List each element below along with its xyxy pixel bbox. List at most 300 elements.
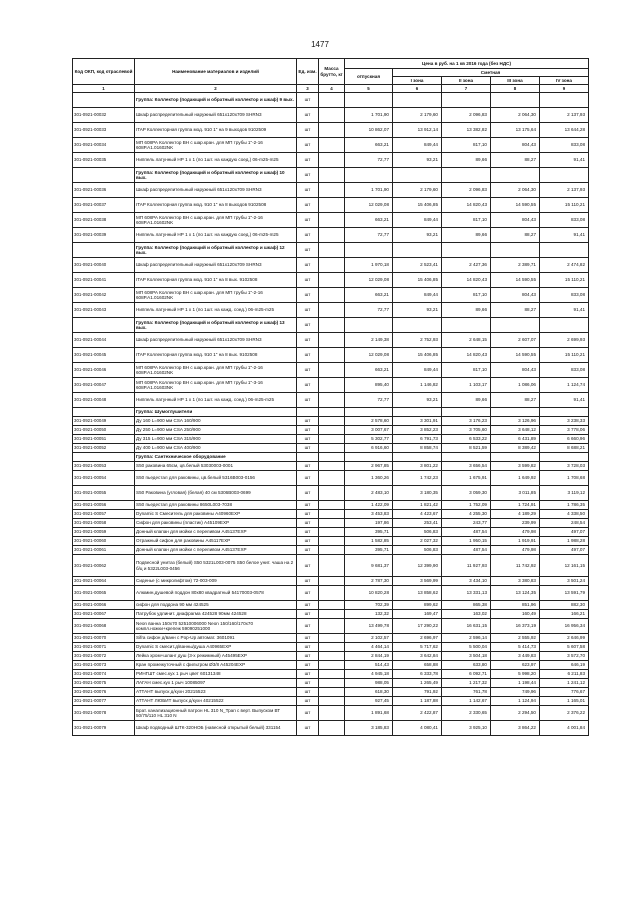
row-code [73, 243, 135, 258]
row-unit: шт [297, 679, 319, 688]
row-price-3: 817,10 [442, 213, 491, 228]
row-price-1: 72,77 [345, 228, 393, 243]
row-unit: шт [297, 168, 319, 183]
row-price-4: 4 189,29 [491, 510, 540, 519]
row-code: 301-0921-00051 [73, 435, 135, 444]
row-code: 301-0921-00033 [73, 123, 135, 138]
row-name: S50 пьедестал для раковины 8650L003-7038 [135, 501, 297, 510]
row-price-1: 663,21 [345, 138, 393, 153]
row-price-5: 497,07 [540, 528, 589, 537]
table-row [73, 93, 589, 108]
row-unit: шт [297, 661, 319, 670]
row-name: Группа: Сантехническое оборудование [135, 453, 297, 462]
row-price-1: 2 102,57 [345, 634, 393, 643]
row-unit: шт [297, 303, 319, 318]
row-price-5: 15 110,21 [540, 348, 589, 363]
row-price-2: 3 801,22 [393, 462, 442, 471]
row-price-4 [491, 453, 540, 462]
row-unit: шт [297, 333, 319, 348]
table-row [73, 619, 589, 634]
row-price-5: 1 165,01 [540, 697, 589, 706]
row-price-3 [442, 168, 491, 183]
row-price-2: 3 301,91 [393, 417, 442, 426]
row-price-5: 3 572,70 [540, 652, 589, 661]
row-price-5: 1 241,12 [540, 679, 589, 688]
row-price-4 [491, 243, 540, 258]
row-price-1: 132,32 [345, 610, 393, 619]
row-price-2: 6 333,78 [393, 670, 442, 679]
row-price-5: 3 501,24 [540, 577, 589, 586]
row-price-4: 623,97 [491, 661, 540, 670]
row-unit: шт [297, 586, 319, 601]
row-mass [319, 153, 345, 168]
row-price-4: 88,27 [491, 303, 540, 318]
row-unit: шт [297, 417, 319, 426]
row-price-4: 5 414,73 [491, 643, 540, 652]
row-price-2: 2 523,41 [393, 258, 442, 273]
header-zone1: I зона [393, 77, 442, 85]
row-code: 301-0921-00066 [73, 601, 135, 610]
row-name: Ду 250 L=900 мм CSA 250/900 [135, 426, 297, 435]
row-price-2 [393, 93, 442, 108]
row-name: ITAP Коллекторная группа мод. 910 1" на 9 выходов 9102509 [135, 123, 297, 138]
table-row [73, 318, 589, 333]
row-price-5: 3 778,06 [540, 426, 589, 435]
row-price-3: 6 533,22 [442, 435, 491, 444]
row-mass [319, 273, 345, 288]
row-price-4: 13 124,35 [491, 586, 540, 601]
col-num-7: 7 [442, 85, 491, 93]
page-number: 1477 [311, 40, 329, 49]
row-price-2: 13 912,14 [393, 123, 442, 138]
row-price-4: 1 198,44 [491, 679, 540, 688]
row-unit: шт [297, 123, 319, 138]
table-row [73, 363, 589, 378]
row-code: 301-0921-00075 [73, 679, 135, 688]
row-price-1: 197,86 [345, 519, 393, 528]
row-price-5: 2 137,93 [540, 183, 589, 198]
row-code [73, 408, 135, 417]
row-unit: шт [297, 258, 319, 273]
row-name: Группа: Коллектор (подающий и обратный коллектор и шкаф) 12 вых. [135, 243, 297, 258]
row-price-3: 761,78 [442, 688, 491, 697]
row-code [73, 318, 135, 333]
row-name: Лейка хром+шланг душ (3-х режимный) A45495EXP [135, 652, 297, 661]
row-price-1: 12 029,08 [345, 348, 393, 363]
row-price-1: 927,45 [345, 697, 393, 706]
row-name: Сифон для раковины (пластик) A45109EXP [135, 519, 297, 528]
row-price-5: 15 110,21 [540, 198, 589, 213]
row-code [73, 453, 135, 462]
table-row [73, 288, 589, 303]
row-price-4: 2 607,07 [491, 333, 540, 348]
row-price-5 [540, 168, 589, 183]
row-unit: шт [297, 706, 319, 721]
row-name: Группа: Коллектор (подающий и обратный коллектор и шкаф) 10 вых. [135, 168, 297, 183]
row-code: 301-0921-00053 [73, 462, 135, 471]
row-unit: шт [297, 243, 319, 258]
row-code: 301-0921-00034 [73, 138, 135, 153]
row-mass [319, 501, 345, 510]
row-price-1: 702,39 [345, 601, 393, 610]
row-name: АТТАНТ выпуск д/кухн 20215523 [135, 688, 297, 697]
row-price-1 [345, 243, 393, 258]
row-price-5: 6 660,96 [540, 435, 589, 444]
row-price-5: 2 474,82 [540, 258, 589, 273]
row-price-2: 1 265,49 [393, 679, 442, 688]
row-code: 301-0921-00071 [73, 643, 135, 652]
row-price-3: 13 331,13 [442, 586, 491, 601]
row-price-2: 658,88 [393, 661, 442, 670]
row-price-2 [393, 243, 442, 258]
row-mass [319, 721, 345, 736]
row-price-5: 833,08 [540, 213, 589, 228]
table-row [73, 153, 589, 168]
row-unit: шт [297, 643, 319, 652]
row-price-4: 1 086,06 [491, 378, 540, 393]
row-price-4: 5 998,20 [491, 670, 540, 679]
row-price-1 [345, 318, 393, 333]
row-mass [319, 288, 345, 303]
row-unit: шт [297, 688, 319, 697]
row-code: 301-0921-00073 [73, 661, 135, 670]
row-price-5: 91,41 [540, 228, 589, 243]
table-row [73, 333, 589, 348]
row-unit: шт [297, 546, 319, 555]
col-num-4: 4 [319, 85, 345, 93]
table-row [73, 652, 589, 661]
row-name: ITAP Коллекторная группа мод. 910 1" на 8 вых. 9102508 [135, 273, 297, 288]
row-mass [319, 537, 345, 546]
row-code: 301-0921-00050 [73, 426, 135, 435]
row-price-4: 11 742,92 [491, 555, 540, 577]
row-unit: шт [297, 537, 319, 546]
row-code: 301-0921-00064 [73, 577, 135, 586]
row-mass [319, 546, 345, 555]
table-row [73, 688, 589, 697]
row-name: Подвесной унитаз (белый) S50 5321L003-0075 S50 белое унит. чаша на 2 б/ц и 5322L003-0456 [135, 555, 297, 577]
row-mass [319, 198, 345, 213]
row-price-1: 988,05 [345, 679, 393, 688]
row-price-2: 15 406,85 [393, 273, 442, 288]
row-mass [319, 363, 345, 378]
table-row [73, 546, 589, 555]
row-price-4: 14 590,55 [491, 273, 540, 288]
row-name: Dynamic S Смеситель для раковины A40960EXP [135, 510, 297, 519]
table-row [73, 426, 589, 435]
row-mass [319, 168, 345, 183]
row-name: Кран промежуточный с фильтром Ø3/8 A45204EXP [135, 661, 297, 670]
row-unit: шт [297, 273, 319, 288]
row-price-1: 2 483,10 [345, 486, 393, 501]
row-price-2: 3 852,23 [393, 426, 442, 435]
row-unit: шт [297, 601, 319, 610]
row-name: сифон для поддона 90 мм 424525 [135, 601, 297, 610]
row-price-2: 3 642,84 [393, 652, 442, 661]
row-price-3 [442, 453, 491, 462]
row-unit: шт [297, 528, 319, 537]
row-price-2 [393, 168, 442, 183]
row-mass [319, 610, 345, 619]
row-price-5: 6 211,83 [540, 670, 589, 679]
row-price-2: 93,21 [393, 393, 442, 408]
row-mass [319, 670, 345, 679]
row-price-1: 4 945,18 [345, 670, 393, 679]
table-row [73, 138, 589, 153]
row-code: 301-0921-00079 [73, 721, 135, 736]
row-mass [319, 417, 345, 426]
row-price-1: 5 302,77 [345, 435, 393, 444]
row-unit [297, 453, 319, 462]
row-price-3: 89,66 [442, 303, 491, 318]
row-price-1: 514,43 [345, 661, 393, 670]
row-price-4: 1 724,91 [491, 501, 540, 510]
row-code: 301-0921-00047 [73, 378, 135, 393]
row-price-5 [540, 243, 589, 258]
row-price-4: 479,98 [491, 528, 540, 537]
row-price-1: 2 844,19 [345, 652, 393, 661]
row-price-1: 72,77 [345, 153, 393, 168]
row-price-5: 1 988,28 [540, 537, 589, 546]
row-price-3: 14 820,43 [442, 198, 491, 213]
row-mass [319, 108, 345, 123]
row-code: 301-0921-00048 [73, 393, 135, 408]
row-price-5: 13 644,28 [540, 123, 589, 138]
table-row [73, 453, 589, 462]
row-price-1: 395,71 [345, 528, 393, 537]
table-row [73, 486, 589, 501]
row-mass [319, 679, 345, 688]
row-mass [319, 213, 345, 228]
row-name: S50 раковина 65см, цв.белый 53030003-0001 [135, 462, 297, 471]
row-unit: шт [297, 363, 319, 378]
header-zone4: IV зона [540, 77, 589, 85]
row-name: МП 608РА Коллектор ВН с шар.кран. для МП трубы 1"-2-16 608Р.А1.01602NK [135, 363, 297, 378]
row-price-1: 3 185,83 [345, 721, 393, 736]
row-price-4 [491, 318, 540, 333]
row-price-1 [345, 453, 393, 462]
table-row [73, 228, 589, 243]
row-price-3: 5 500,04 [442, 643, 491, 652]
row-name: Донный клапан для мойки с переливом A45137EXP [135, 546, 297, 555]
header-zone2: II зона [442, 77, 491, 85]
row-price-2: 506,83 [393, 546, 442, 555]
row-unit: шт [297, 228, 319, 243]
col-num-9: 9 [540, 85, 589, 93]
row-price-5: 8 688,21 [540, 444, 589, 453]
row-price-2: 12 399,90 [393, 555, 442, 577]
row-price-1 [345, 408, 393, 417]
row-code: 301-0921-00037 [73, 198, 135, 213]
row-code: 301-0921-00038 [73, 213, 135, 228]
row-name: Ниппель латунный НР 1 х 1 (по 1шт. на кажд. соед.) 06-m25-m25 [135, 303, 297, 318]
header-release: отпускная [345, 69, 393, 85]
row-price-3: 3 925,10 [442, 721, 491, 736]
row-name: Группа: Шумоглушители [135, 408, 297, 417]
row-price-4: 3 648,12 [491, 426, 540, 435]
row-mass [319, 228, 345, 243]
row-price-2: 93,21 [393, 228, 442, 243]
header-estimate: Сметная [393, 69, 589, 77]
row-name: ITAP Коллекторная группа мод. 910 1" на 8 вых. 9102508 [135, 348, 297, 363]
row-price-3: 3 656,54 [442, 462, 491, 471]
row-price-2: 2 422,87 [393, 706, 442, 721]
row-price-3: 4 255,30 [442, 510, 491, 519]
row-name: Ниппель латунный НР 1 х 1 (по 1шт. на каждую соед.) 06-m25-m25 [135, 228, 297, 243]
row-price-1: 72,77 [345, 303, 393, 318]
row-price-2: 6 791,73 [393, 435, 442, 444]
row-price-2: 849,44 [393, 363, 442, 378]
row-price-3: 89,66 [442, 228, 491, 243]
row-price-2: 791,92 [393, 688, 442, 697]
row-code: 301-0921-00036 [73, 183, 135, 198]
row-name: МП 608РА Коллектор ВН с шар.кран. для МП трубы 1"-3-16 608Р.А1.01603NK [135, 378, 297, 393]
row-price-1: 6 916,60 [345, 444, 393, 453]
row-code: 301-0921-00040 [73, 258, 135, 273]
row-unit: шт [297, 610, 319, 619]
row-code: 301-0921-00059 [73, 528, 135, 537]
row-unit: шт [297, 444, 319, 453]
row-code: 301-0921-00061 [73, 546, 135, 555]
row-price-3: 8 521,59 [442, 444, 491, 453]
row-price-5: 3 238,33 [540, 417, 589, 426]
row-mass [319, 393, 345, 408]
table-row [73, 393, 589, 408]
row-price-2: 8 858,74 [393, 444, 442, 453]
row-name: Шкаф распределительный наружный 651х120х709 SHRN3 [135, 183, 297, 198]
row-mass [319, 123, 345, 138]
table-row [73, 198, 589, 213]
table-row [73, 273, 589, 288]
row-price-3: 2 096,83 [442, 108, 491, 123]
row-price-2 [393, 408, 442, 417]
row-mass [319, 652, 345, 661]
row-price-4: 804,43 [491, 288, 540, 303]
row-price-1: 2 149,38 [345, 333, 393, 348]
row-mass [319, 519, 345, 528]
row-price-2: 3 180,35 [393, 486, 442, 501]
col-num-6: 6 [393, 85, 442, 93]
row-code: 301-0921-00054 [73, 471, 135, 486]
row-price-4: 3 864,22 [491, 721, 540, 736]
row-price-3: 14 820,43 [442, 348, 491, 363]
row-mass [319, 462, 345, 471]
row-price-4: 804,43 [491, 213, 540, 228]
row-code: 301-0921-00070 [73, 634, 135, 643]
row-price-4: 239,99 [491, 519, 540, 528]
row-mass [319, 318, 345, 333]
row-price-3: 1 103,17 [442, 378, 491, 393]
row-unit: шт [297, 108, 319, 123]
row-price-3: 1 675,91 [442, 471, 491, 486]
row-price-5: 5 607,58 [540, 643, 589, 652]
table-row [73, 444, 589, 453]
row-price-1: 4 464,14 [345, 643, 393, 652]
row-price-4: 804,43 [491, 363, 540, 378]
row-mass [319, 258, 345, 273]
row-name: Группа: Коллектор (подающий и обратный коллектор и шкаф) 13 вых. [135, 318, 297, 333]
table-row [73, 643, 589, 652]
row-name: Группа: Коллектор (подающий и обратный коллектор и шкаф) 9 вых. [135, 93, 297, 108]
row-price-5: 16 956,34 [540, 619, 589, 634]
row-price-4: 8 389,42 [491, 444, 540, 453]
row-price-5: 833,08 [540, 288, 589, 303]
row-unit: шт [297, 435, 319, 444]
col-num-8: 8 [491, 85, 540, 93]
row-price-2: 849,44 [393, 138, 442, 153]
row-price-4: 851,96 [491, 601, 540, 610]
row-price-1: 3 007,67 [345, 426, 393, 435]
header-code: Код ОКП, код отраслевой [73, 59, 135, 85]
row-unit: шт [297, 555, 319, 577]
row-price-4: 3 449,83 [491, 652, 540, 661]
row-price-3: 243,77 [442, 519, 491, 528]
header-price-title: Цена в руб. на 1 кв 2016 года (без НДС) [345, 59, 589, 69]
row-name: ITAP Коллекторная группа мод. 910 1" на 8 выходов 9102508 [135, 198, 297, 213]
row-code: 301-0921-00032 [73, 108, 135, 123]
table-row [73, 435, 589, 444]
header-mass: Масса брутто, кг [319, 59, 345, 85]
row-price-2: 2 027,32 [393, 537, 442, 546]
row-mass [319, 688, 345, 697]
row-name: Брат. канализационный патрон НL 310 N_Трап с верт. Выпуском ВТ 50/75/110 НL 310 N [135, 706, 297, 721]
row-price-2: 899,62 [393, 601, 442, 610]
row-price-3: 1 142,67 [442, 697, 491, 706]
row-price-4: 16 373,19 [491, 619, 540, 634]
row-price-3: 89,66 [442, 153, 491, 168]
row-price-3: 16 631,15 [442, 619, 491, 634]
row-price-4: 3 126,96 [491, 417, 540, 426]
row-name: Шкаф распределительный наружный 651х120х709 SHRN3 [135, 108, 297, 123]
row-unit: шт [297, 510, 319, 519]
table-row [73, 634, 589, 643]
table-row [73, 661, 589, 670]
row-price-4: 1 919,91 [491, 537, 540, 546]
row-mass [319, 486, 345, 501]
row-price-2: 3 569,99 [393, 577, 442, 586]
row-price-3: 487,54 [442, 546, 491, 555]
row-price-1: 895,40 [345, 378, 393, 393]
row-price-5 [540, 93, 589, 108]
row-name: РИНГШТ смес.кух 1 рыч цвет 60131348 [135, 670, 297, 679]
row-price-3: 1 950,15 [442, 537, 491, 546]
row-price-3: 633,80 [442, 661, 491, 670]
row-name: S50 пьедестал для раковины, цв.белый 5316В003-0156 [135, 471, 297, 486]
row-unit: шт [297, 577, 319, 586]
row-price-3: 817,10 [442, 363, 491, 378]
row-mass [319, 333, 345, 348]
row-price-5: 3 119,12 [540, 486, 589, 501]
row-mass [319, 348, 345, 363]
row-price-1: 2 967,85 [345, 462, 393, 471]
table-row [73, 471, 589, 486]
row-mass [319, 661, 345, 670]
row-code: 301-0921-00042 [73, 288, 135, 303]
row-price-1: 9 681,37 [345, 555, 393, 577]
row-code: 301-0921-00072 [73, 652, 135, 661]
row-unit: шт [297, 721, 319, 736]
row-price-3: 2 596,14 [442, 634, 491, 643]
row-price-3: 2 427,36 [442, 258, 491, 273]
row-price-2: 2 179,60 [393, 183, 442, 198]
table-row [73, 258, 589, 273]
row-price-2: 1 187,88 [393, 697, 442, 706]
row-name: ЛАГАН смес.кух 1 рыч 10085097 [135, 679, 297, 688]
row-name: Сиденье (с микролифтом) 72-003-009 [135, 577, 297, 586]
row-price-3: 3 504,18 [442, 652, 491, 661]
row-code: 301-0921-00074 [73, 670, 135, 679]
row-price-1: 1 701,90 [345, 108, 393, 123]
